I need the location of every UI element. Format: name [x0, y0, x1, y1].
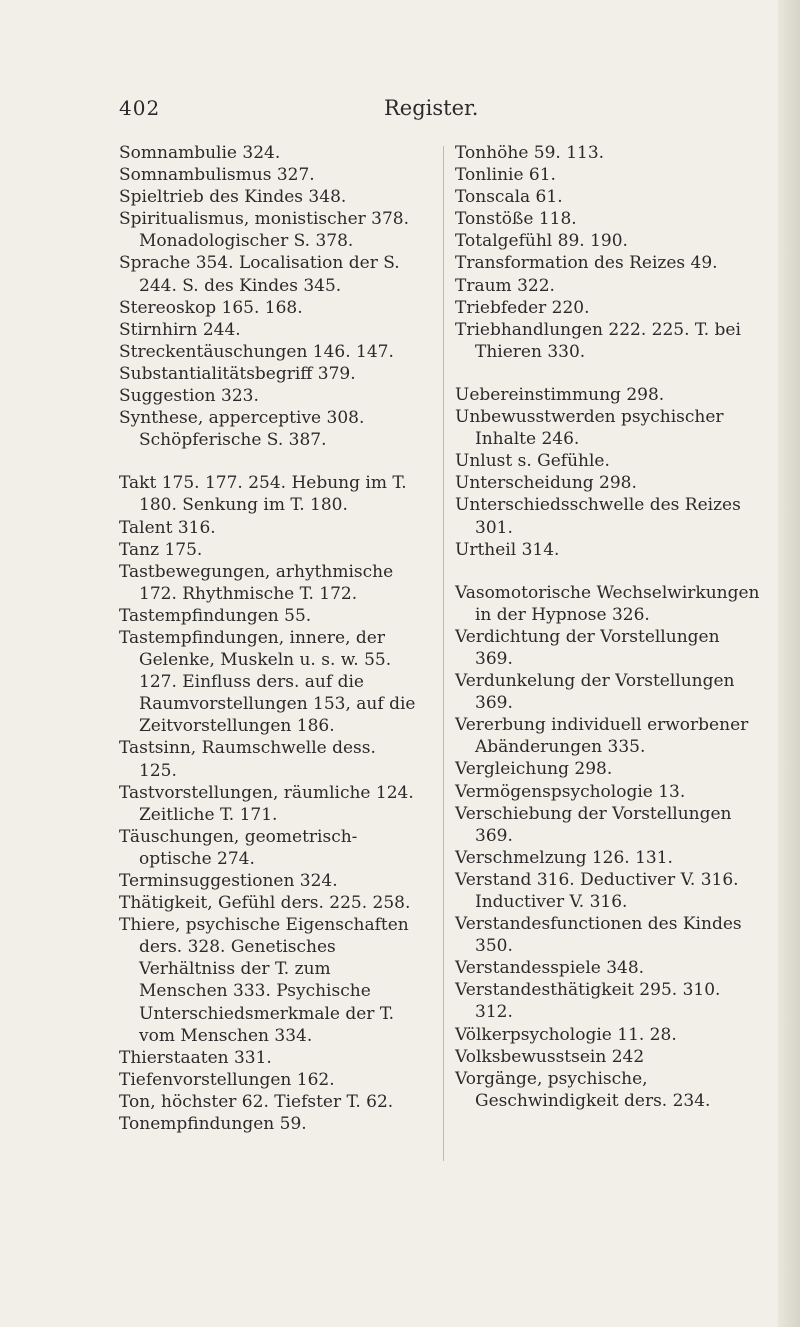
index-entry: Thierstaaten 331.	[119, 1047, 272, 1068]
index-entry: Terminsuggestionen 324.	[119, 871, 338, 891]
index-entry: Unterscheidung 298.	[455, 473, 637, 494]
index-entry: Unlust s. Gefühle.	[455, 451, 610, 472]
index-entry: Somnambulie 324.	[119, 143, 281, 163]
index-entry: Vererbung individuell erworbener Abänderungen 335.	[455, 715, 749, 758]
index-entry: Uebereinstimmung 298.	[455, 384, 665, 405]
index-entry: Unterschiedsschwelle des Reizes 301.	[455, 495, 741, 538]
index-entry: Stirnhirn 244.	[119, 319, 241, 340]
index-entry: Traum 322.	[455, 275, 555, 296]
index-entry: Tastsinn, Raumschwelle dess. 125.	[119, 738, 376, 781]
index-entry: Sprache 354. Localisation der S. 244. S. des Kindes 345.	[119, 253, 400, 296]
index-entry: Tiefenvorstellungen 162.	[119, 1069, 335, 1090]
index-entry: Tastvorstellungen, räumliche 124. Zeitliche T. 171.	[119, 782, 414, 825]
page-edge	[778, 0, 800, 1327]
index-entry: Spiritualismus, monistischer 378. Monadologischer S. 378.	[119, 209, 410, 252]
index-entry: Synthese, apperceptive 308. Schöpferische S. 387.	[119, 408, 365, 451]
index-entry: Vorgänge, psychische, Geschwindigkeit ders. 234.	[455, 1068, 711, 1111]
index-entry: Tastempfindungen, innere, der Gelenke, Muskeln u. s. w. 55. 127. Einfluss ders. auf die Raumvorstellungen 153, auf die Zeitvorstellungen 186.	[119, 627, 416, 737]
index-entry: Streckentäuschungen 146. 147.	[119, 341, 394, 362]
index-entry: Stereoskop 165. 168.	[119, 297, 303, 318]
index-entry: Tonscala 61.	[455, 187, 563, 208]
index-column-right	[455, 142, 761, 1112]
index-entry: Ton, höchster 62. Tiefster T. 62.	[119, 1091, 394, 1112]
index-entry: Verdunkelung der Vorstellungen 369.	[455, 671, 735, 714]
index-entry: Totalgefühl 89. 190.	[455, 231, 628, 252]
index-entry: Takt 175. 177. 254. Hebung im T. 180. Senkung im T. 180.	[119, 473, 407, 516]
index-entry: Suggestion 323.	[119, 386, 259, 407]
index-entry: Verstandesthätigkeit 295. 310. 312.	[455, 980, 721, 1023]
index-entry: Tonhöhe 59. 113.	[455, 143, 605, 163]
index-entry: Tonempfindungen 59.	[119, 1114, 307, 1135]
index-entry: Täuschungen, geometrisch-optische 274.	[119, 826, 358, 869]
index-entry: Spieltrieb des Kindes 348.	[119, 187, 347, 208]
index-column-left	[119, 142, 419, 1135]
index-entry: Triebfeder 220.	[455, 297, 590, 318]
page-number: 402	[119, 96, 161, 120]
index-entry: Substantialitätsbegriff 379.	[119, 363, 356, 384]
index-entry: Volksbewusstsein 242	[455, 1046, 645, 1067]
index-entry: Vermögenspsychologie 13.	[455, 781, 686, 802]
index-entry: Tanz 175.	[119, 539, 203, 560]
index-entry: Verstandesfunctionen des Kindes 350.	[455, 914, 742, 957]
index-entry: Thätigkeit, Gefühl ders. 225. 258.	[119, 893, 411, 914]
index-entry: Tonstöße 118.	[455, 209, 577, 230]
index-entry: Triebhandlungen 222. 225. T. bei Thieren 330.	[455, 319, 741, 362]
running-title: Register.	[384, 96, 479, 120]
index-entry: Tastempfindungen 55.	[119, 605, 312, 626]
index-entry: Thiere, psychische Eigenschaften ders. 328. Genetisches Verhältniss der T. zum Menschen 333. Psychische Unterschiedsmerkmale der T. vom Menschen 334.	[119, 915, 409, 1046]
index-entry: Verstandesspiele 348.	[455, 958, 645, 979]
index-entry: Tonlinie 61.	[455, 165, 556, 186]
index-entry: Unbewusstwerden psychischer Inhalte 246.	[455, 407, 724, 450]
index-entry: Völkerpsychologie 11. 28.	[455, 1024, 677, 1045]
index-entry: Verstand 316. Deductiver V. 316. Inductiver V. 316.	[455, 869, 739, 912]
page-header	[0, 96, 800, 126]
index-entry: Vasomotorische Wechselwirkungen in der Hypnose 326.	[455, 582, 760, 625]
index-entry: Vergleichung 298.	[455, 759, 613, 780]
index-entry: Transformation des Reizes 49.	[455, 253, 718, 274]
index-entry: Verdichtung der Vorstellungen 369.	[455, 626, 720, 669]
index-entry: Urtheil 314.	[455, 539, 560, 560]
index-entry: Tastbewegungen, arhythmische 172. Rhythmische T. 172.	[119, 561, 394, 604]
column-divider	[443, 146, 444, 1161]
index-entry: Somnambulismus 327.	[119, 165, 315, 186]
index-entry: Verschmelzung 126. 131.	[455, 847, 673, 868]
index-entry: Talent 316.	[119, 517, 216, 538]
index-entry: Verschiebung der Vorstellungen 369.	[455, 803, 732, 846]
